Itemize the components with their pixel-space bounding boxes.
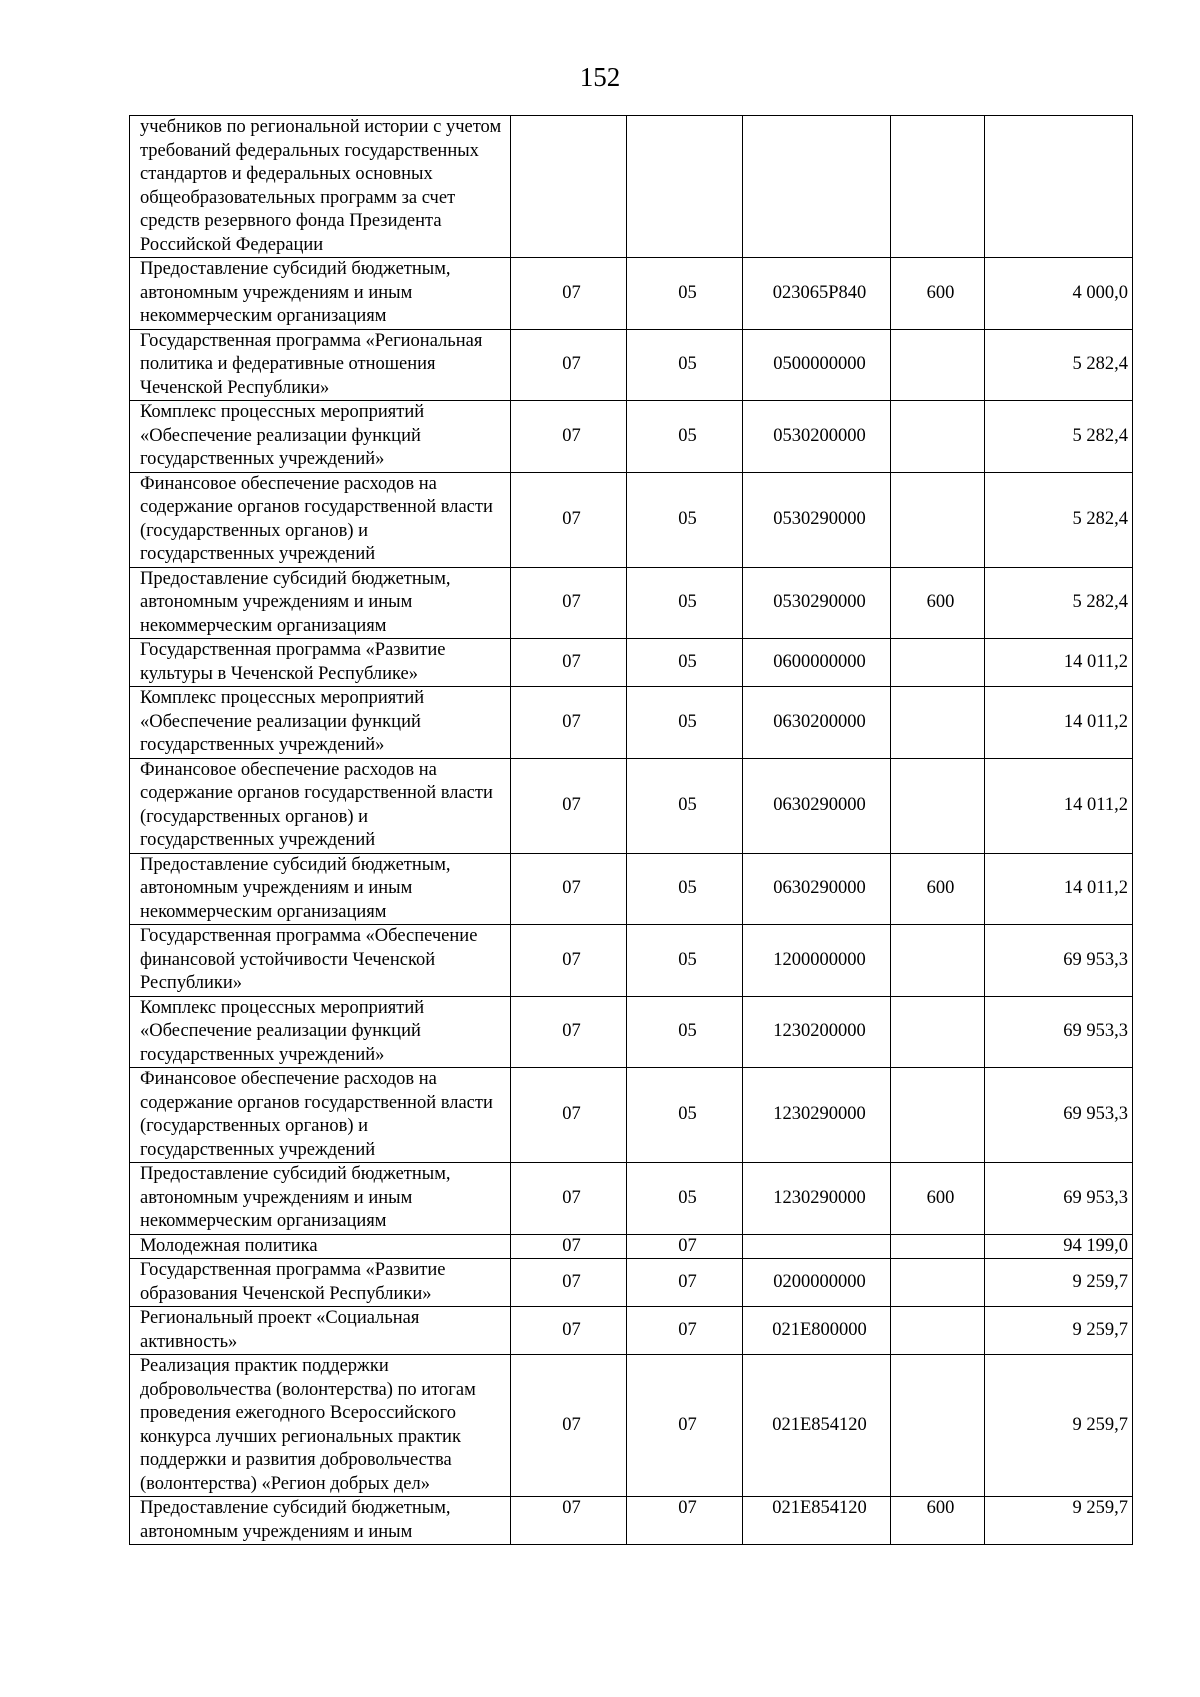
row-subsection-cell: 05 [627,472,743,567]
row-section-cell: 07 [511,639,627,687]
row-amount-cell: 69 953,3 [985,1163,1133,1235]
row-subsection-cell: 07 [627,1355,743,1497]
row-name-cell: Реализация практик поддержки добровольчества (волонтерства) по итогам проведения ежегодного Всероссийского конкурса лучших региональных практик поддержки и развития добровольчества (волонтерства) «Регион добрых дел» [130,1355,511,1497]
row-subsection-cell: 05 [627,925,743,997]
row-target-article-cell: 0530290000 [743,472,891,567]
row-amount-cell: 14 011,2 [985,687,1133,759]
row-subsection-cell: 05 [627,329,743,401]
row-expense-type-cell [891,116,985,258]
table-row [130,1163,1133,1235]
row-target-article-cell: 0630290000 [743,853,891,925]
table-row [130,1497,1133,1545]
row-amount-cell: 69 953,3 [985,996,1133,1068]
row-name-cell: Предоставление субсидий бюджетным, автономным учреждениям и иным некоммерческим организациям [130,853,511,925]
row-name-cell: Государственная программа «Обеспечение финансовой устойчивости Чеченской Республики» [130,925,511,997]
row-amount-cell [985,116,1133,258]
row-subsection-cell: 07 [627,1307,743,1355]
table-row [130,1259,1133,1307]
row-target-article-cell [743,116,891,258]
row-name-cell: Предоставление субсидий бюджетным, автономным учреждениям и иным некоммерческим организациям [130,567,511,639]
row-expense-type-cell [891,996,985,1068]
table-row [130,401,1133,473]
row-expense-type-cell [891,1307,985,1355]
row-subsection-cell: 05 [627,996,743,1068]
row-expense-type-cell [891,472,985,567]
row-expense-type-cell [891,401,985,473]
row-name-cell: Комплекс процессных мероприятий «Обеспечение реализации функций государственных учреждений» [130,996,511,1068]
row-amount-cell: 14 011,2 [985,639,1133,687]
row-section-cell: 07 [511,853,627,925]
row-target-article-cell: 0530200000 [743,401,891,473]
row-section-cell [511,116,627,258]
row-target-article-cell: 0630200000 [743,687,891,759]
row-target-article-cell: 1230290000 [743,1068,891,1163]
row-subsection-cell: 05 [627,1163,743,1235]
row-amount-cell: 5 282,4 [985,472,1133,567]
row-name-cell: Предоставление субсидий бюджетным, автономным учреждениям и иным некоммерческим организациям [130,258,511,330]
row-subsection-cell: 05 [627,567,743,639]
budget-table [129,115,1133,1545]
table-row [130,116,1133,258]
row-subsection-cell: 05 [627,1068,743,1163]
row-section-cell: 07 [511,1497,627,1545]
row-name-cell: Предоставление субсидий бюджетным, автономным учреждениям и иным [130,1497,511,1545]
row-expense-type-cell [891,1259,985,1307]
table-row [130,1307,1133,1355]
row-section-cell: 07 [511,687,627,759]
budget-table-body [130,116,1133,1545]
row-name-cell: Молодежная политика [130,1234,511,1259]
row-expense-type-cell [891,1234,985,1259]
row-name-cell: Комплекс процессных мероприятий «Обеспечение реализации функций государственных учреждений» [130,401,511,473]
row-section-cell: 07 [511,1307,627,1355]
row-subsection-cell: 07 [627,1259,743,1307]
table-row [130,687,1133,759]
row-section-cell: 07 [511,401,627,473]
table-row [130,639,1133,687]
row-expense-type-cell: 600 [891,567,985,639]
table-row [130,758,1133,853]
row-amount-cell: 69 953,3 [985,925,1133,997]
row-section-cell: 07 [511,925,627,997]
row-section-cell: 07 [511,567,627,639]
row-section-cell: 07 [511,1355,627,1497]
row-subsection-cell: 05 [627,639,743,687]
row-amount-cell: 5 282,4 [985,329,1133,401]
row-section-cell: 07 [511,996,627,1068]
row-subsection-cell: 07 [627,1497,743,1545]
row-section-cell: 07 [511,1163,627,1235]
row-subsection-cell [627,116,743,258]
table-row [130,567,1133,639]
table-row [130,1234,1133,1259]
row-section-cell: 07 [511,758,627,853]
row-amount-cell: 9 259,7 [985,1307,1133,1355]
row-amount-cell: 14 011,2 [985,853,1133,925]
row-section-cell: 07 [511,1234,627,1259]
row-target-article-cell: 0200000000 [743,1259,891,1307]
table-row [130,329,1133,401]
row-amount-cell: 9 259,7 [985,1355,1133,1497]
row-expense-type-cell [891,639,985,687]
row-amount-cell: 14 011,2 [985,758,1133,853]
row-amount-cell: 5 282,4 [985,567,1133,639]
row-name-cell: учебников по региональной истории с учетом требований федеральных государственных стандартов и федеральных основных общеобразовательных программ за счет средств резервного фонда Президента Российской Федерации [130,116,511,258]
row-subsection-cell: 05 [627,758,743,853]
row-subsection-cell: 05 [627,853,743,925]
row-expense-type-cell [891,1068,985,1163]
row-name-cell: Финансовое обеспечение расходов на содержание органов государственной власти (государственных органов) и государственных учреждений [130,1068,511,1163]
row-expense-type-cell [891,758,985,853]
table-row [130,925,1133,997]
row-target-article-cell: 0600000000 [743,639,891,687]
row-section-cell: 07 [511,1259,627,1307]
row-section-cell: 07 [511,1068,627,1163]
row-name-cell: Государственная программа «Региональная политика и федеративные отношения Чеченской Республики» [130,329,511,401]
table-row [130,853,1133,925]
row-amount-cell: 9 259,7 [985,1259,1133,1307]
row-expense-type-cell: 600 [891,1497,985,1545]
row-section-cell: 07 [511,258,627,330]
row-expense-type-cell: 600 [891,1163,985,1235]
row-expense-type-cell: 600 [891,258,985,330]
row-target-article-cell: 021Е854120 [743,1497,891,1545]
row-amount-cell: 9 259,7 [985,1497,1133,1545]
row-target-article-cell: 0630290000 [743,758,891,853]
row-expense-type-cell [891,687,985,759]
row-target-article-cell: 1230290000 [743,1163,891,1235]
row-target-article-cell: 1200000000 [743,925,891,997]
row-target-article-cell: 021Е854120 [743,1355,891,1497]
row-target-article-cell: 021Е800000 [743,1307,891,1355]
row-section-cell: 07 [511,472,627,567]
table-row [130,1355,1133,1497]
table-row [130,472,1133,567]
row-target-article-cell: 0500000000 [743,329,891,401]
row-subsection-cell: 05 [627,258,743,330]
row-amount-cell: 94 199,0 [985,1234,1133,1259]
table-row [130,1068,1133,1163]
row-expense-type-cell [891,925,985,997]
row-expense-type-cell [891,1355,985,1497]
row-amount-cell: 5 282,4 [985,401,1133,473]
row-name-cell: Государственная программа «Развитие культуры в Чеченской Республике» [130,639,511,687]
row-name-cell: Финансовое обеспечение расходов на содержание органов государственной власти (государственных органов) и государственных учреждений [130,472,511,567]
row-target-article-cell: 023065Р840 [743,258,891,330]
row-subsection-cell: 05 [627,401,743,473]
row-target-article-cell: 0530290000 [743,567,891,639]
row-name-cell: Региональный проект «Социальная активность» [130,1307,511,1355]
row-name-cell: Финансовое обеспечение расходов на содержание органов государственной власти (государственных органов) и государственных учреждений [130,758,511,853]
row-name-cell: Комплекс процессных мероприятий «Обеспечение реализации функций государственных учреждений» [130,687,511,759]
row-target-article-cell: 1230200000 [743,996,891,1068]
row-amount-cell: 69 953,3 [985,1068,1133,1163]
row-subsection-cell: 07 [627,1234,743,1259]
row-name-cell: Предоставление субсидий бюджетным, автономным учреждениям и иным некоммерческим организациям [130,1163,511,1235]
row-expense-type-cell: 600 [891,853,985,925]
row-target-article-cell [743,1234,891,1259]
table-row [130,258,1133,330]
row-subsection-cell: 05 [627,687,743,759]
page-number: 152 [579,62,621,92]
row-name-cell: Государственная программа «Развитие образования Чеченской Республики» [130,1259,511,1307]
row-expense-type-cell [891,329,985,401]
row-section-cell: 07 [511,329,627,401]
row-amount-cell: 4 000,0 [985,258,1133,330]
table-row [130,996,1133,1068]
